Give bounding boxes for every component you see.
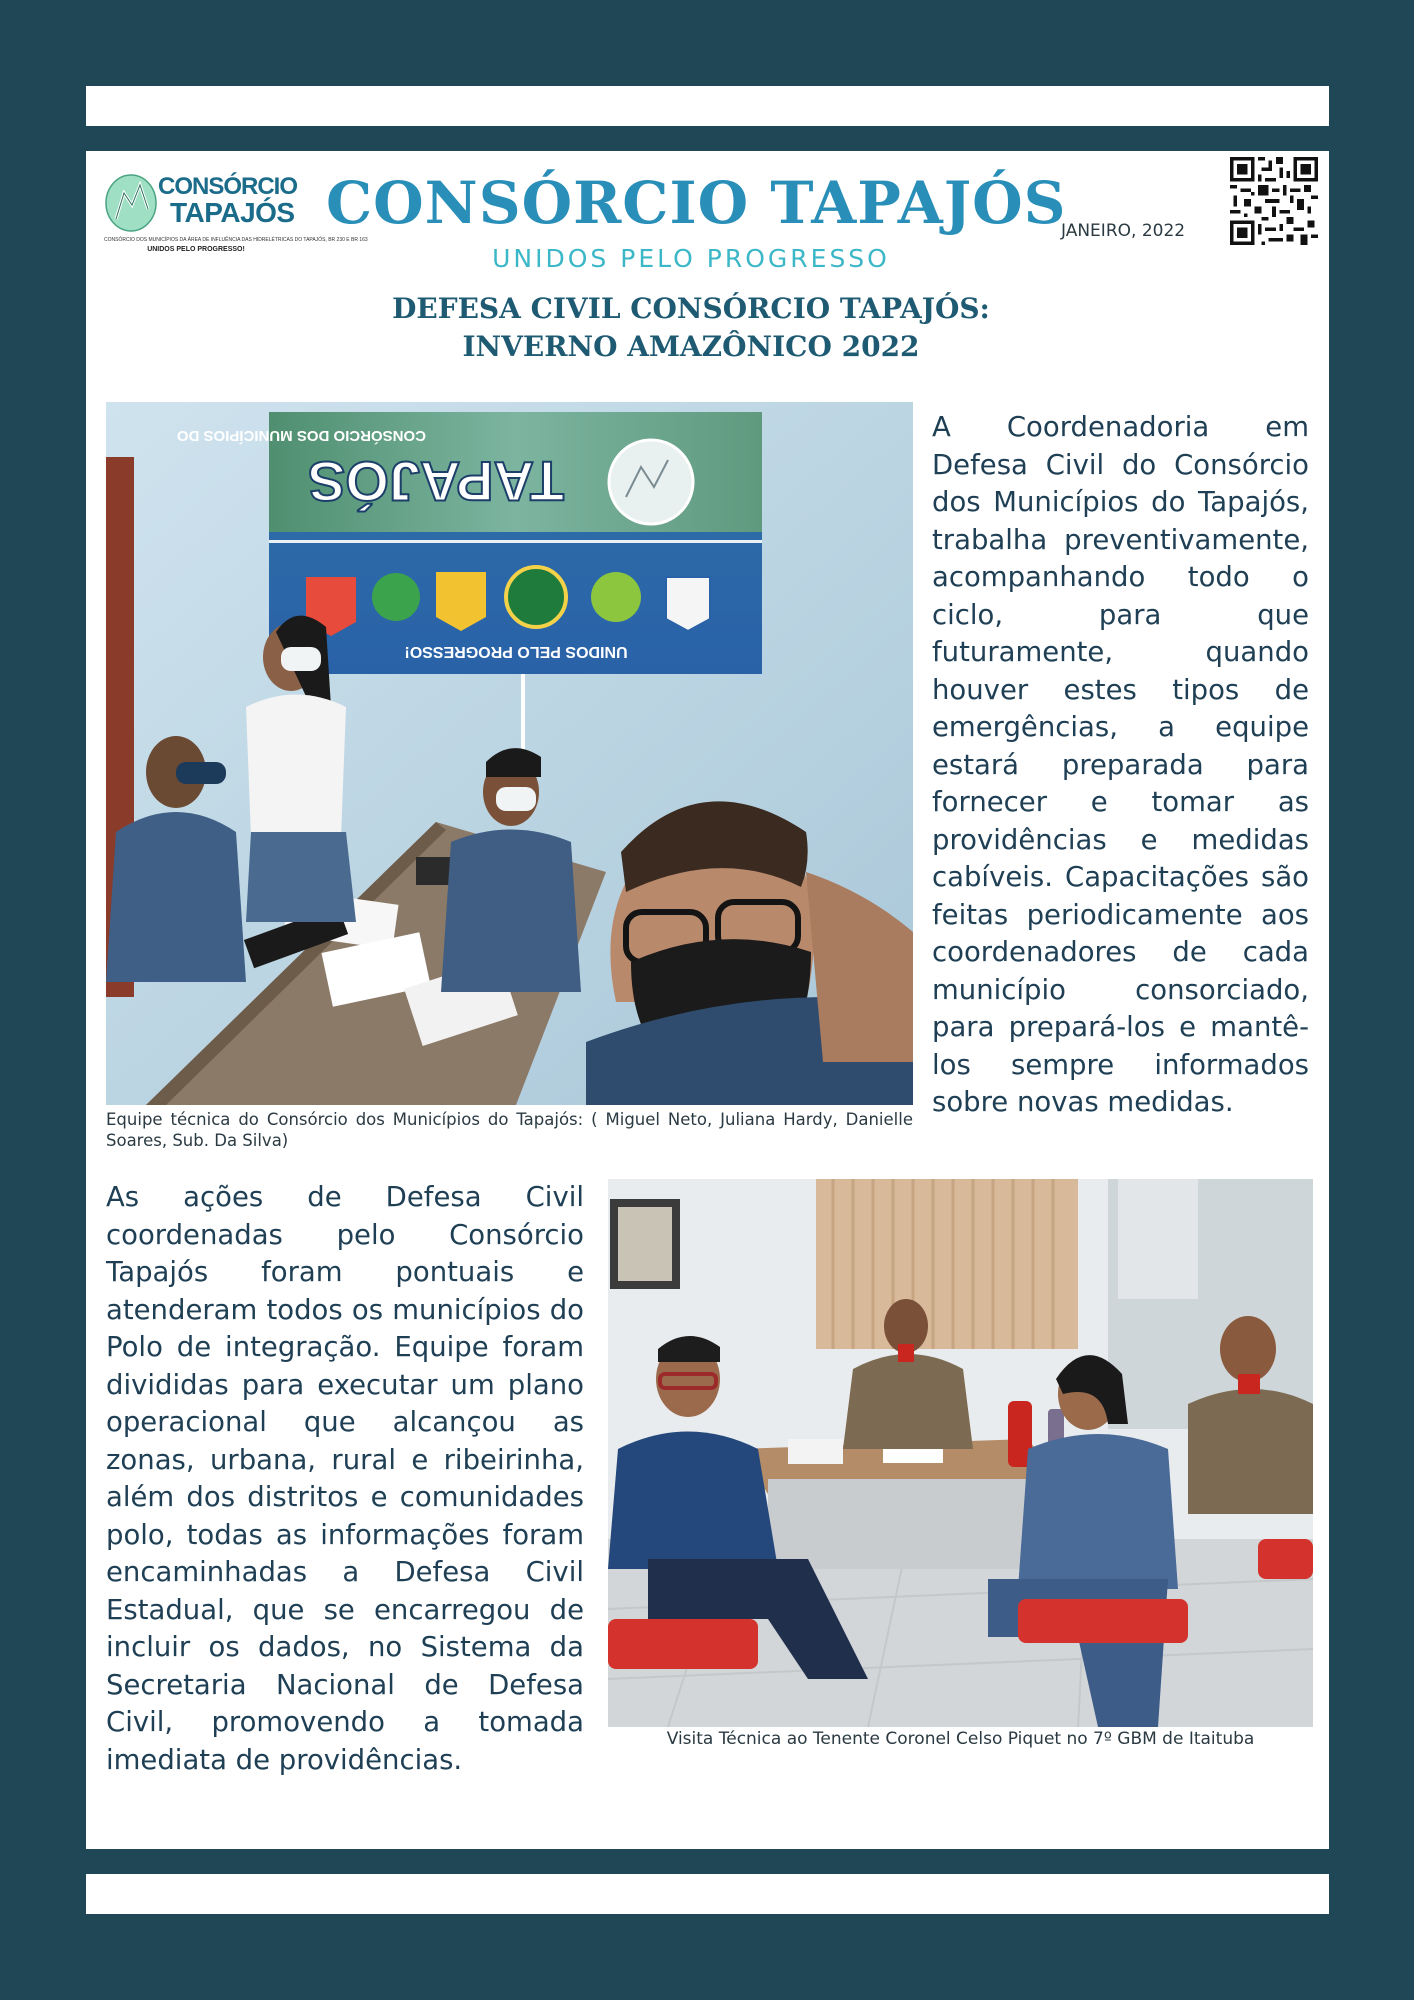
newsletter-page: [86, 151, 1329, 1849]
logo-subtext: CONSÓRCIO DOS MUNICÍPIOS DA ÁREA DE INFLUÊNCIA DAS HIDRELÉTRICAS DO TAPAJÓS, BR 230 E BR 163: [104, 237, 368, 243]
visit-photo-caption: Visita Técnica ao Tenente Coronel Celso Piquet no 7º GBM de Itaituba: [666, 1729, 1255, 1749]
headline-line1: DEFESA CIVIL CONSÓRCIO TAPAJÓS:: [392, 292, 990, 325]
top-white-band: [86, 86, 1329, 126]
headline-line2: INVERNO AMAZÔNICO 2022: [462, 330, 920, 363]
team-photo-caption: Equipe técnica do Consórcio dos Municípios do Tapajós: ( Miguel Neto, Juliana Hardy, Danielle Soares, Sub. Da Silva): [106, 1110, 913, 1150]
issue-date: JANEIRO, 2022: [1061, 221, 1186, 241]
bottom-white-band: [86, 1874, 1329, 1914]
logo-map-icon: [104, 171, 160, 237]
banner-top-text: CONSÓRCIO DOS MUNICÍPIOS DO: [176, 427, 426, 444]
logo-text-line1: CONSÓRCIO: [158, 173, 298, 200]
article-headline: [326, 290, 1056, 366]
article-paragraph-2: As ações de Defesa Civil coordenadas pelo Consórcio Tapajós foram pontuais e atenderam todos os municípios do Polo de integração. Equipe foram divididas para executar um plano operacional que alcançou as zonas, urbana, rural e ribeirinha, além dos distritos e comunidades polo, todas as informações foram encaminhadas a Defesa Civil Estadual, que se encarregou de incluir os dados, no Sistema da Secretaria Nacional de Defesa Civil, promovendo a tomada imediata de providências.: [106, 1181, 584, 1776]
visit-photo: [608, 1179, 1313, 1727]
qr-code-icon: [1230, 157, 1318, 245]
article-paragraph-1: A Coordenadoria em Defesa Civil do Consórcio dos Municípios do Tapajós, trabalha preventivamente, acompanhando todo o ciclo, para que futuramente, quando houver estes tipos de emergências, a equipe estará preparada para fornecer e tomar as providências e medidas cabíveis. Capacitações são feitas periodicamente aos coordenadores de cada município consorciado, para prepará-los e mantê-los sempre informados sobre novas medidas.: [932, 411, 1309, 1118]
logo-motto: UNIDOS PELO PROGRESSO!: [147, 246, 245, 253]
team-photo: [106, 402, 913, 1105]
newsletter-tagline: UNIDOS PELO PROGRESSO: [492, 244, 890, 273]
newsletter-title: CONSÓRCIO TAPAJÓS: [326, 169, 1067, 237]
banner-motto-text: UNIDOS PELO PROGRESSO!: [404, 643, 628, 660]
banner-title-text: TAPAJÓS: [307, 450, 565, 513]
consorcio-logo: [104, 171, 368, 266]
logo-text-line2: TAPAJÓS: [170, 197, 295, 228]
